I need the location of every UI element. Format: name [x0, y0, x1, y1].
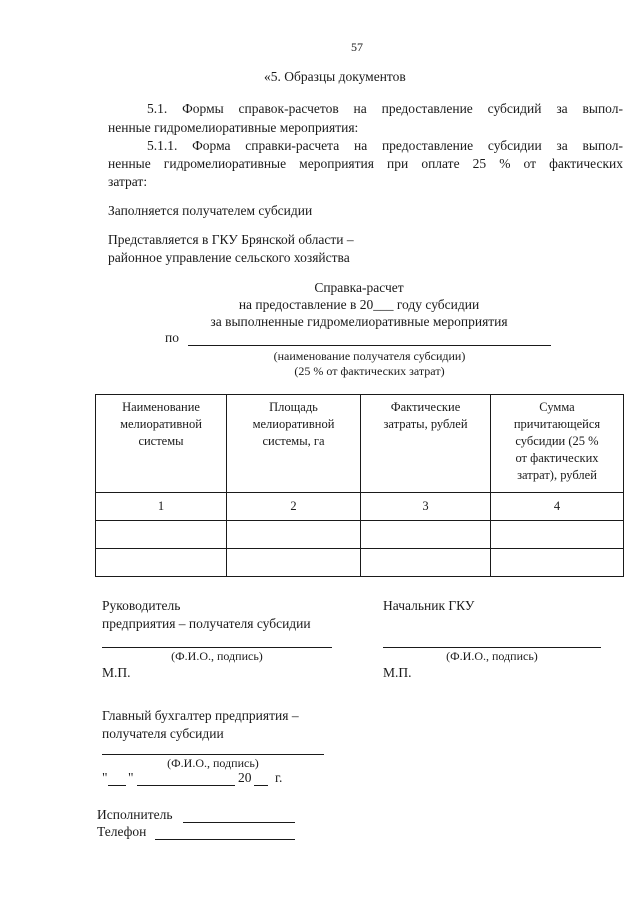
- table-header-cell: [227, 395, 361, 493]
- paragraph-line: ненные гидромелиоративные мероприятия при оплате 25 % от фактических: [108, 156, 623, 171]
- date-year-prefix: 20: [238, 770, 252, 785]
- date-year-field[interactable]: [254, 785, 268, 786]
- header-line: системы: [138, 434, 184, 448]
- head-signature-line[interactable]: [102, 647, 332, 648]
- gku-signature-line[interactable]: [383, 647, 601, 648]
- column-number-cell: 3: [361, 493, 491, 521]
- recipient-caption: (наименование получателя субсидии): [273, 349, 466, 363]
- date-month-field[interactable]: [137, 785, 235, 786]
- table-number-row: [96, 493, 624, 521]
- table-header-cell: [491, 395, 624, 493]
- header-line: Фактические: [390, 400, 461, 414]
- header-line: мелиоративной: [252, 417, 335, 431]
- form-title-line: Справка-расчет: [314, 280, 404, 295]
- submitted-to-line: районное управление сельского хозяйства: [108, 250, 350, 265]
- head-title-line: предприятия – получателя субсидии: [102, 616, 311, 631]
- form-title-line: на предоставление в 20___ году субсидии: [238, 297, 480, 312]
- header-line: Наименование: [122, 400, 200, 414]
- accountant-signature-line[interactable]: [102, 754, 324, 755]
- header-line: затрат), рублей: [517, 468, 597, 482]
- column-number-cell: 2: [227, 493, 361, 521]
- paragraph-line: 5.1.1. Форма справки-расчета на предоставление субсидии за выпол-: [147, 138, 623, 153]
- table-cell[interactable]: [361, 549, 491, 577]
- date-day-field[interactable]: [108, 785, 126, 786]
- header-line: от фактических: [515, 451, 599, 465]
- header-line: затраты, рублей: [383, 417, 468, 431]
- executor-label: Исполнитель: [97, 807, 173, 822]
- table-header-cell: [96, 395, 227, 493]
- table-cell[interactable]: [96, 521, 227, 549]
- table-cell[interactable]: [361, 521, 491, 549]
- date-open-quote: ": [102, 770, 108, 785]
- header-line: Сумма: [539, 400, 575, 414]
- page-number: 57: [351, 40, 363, 54]
- paragraph-line: ненные гидромелиоративные мероприятия:: [108, 120, 359, 135]
- header-line: системы, га: [262, 434, 325, 448]
- column-number-cell: 1: [96, 493, 227, 521]
- header-line: причитающейся: [513, 417, 601, 431]
- filled-by-note: Заполняется получателем субсидии: [108, 203, 313, 218]
- stamp-label: М.П.: [102, 665, 131, 680]
- table-cell[interactable]: [491, 521, 624, 549]
- table-header-cell: [361, 395, 491, 493]
- table-cell[interactable]: [491, 549, 624, 577]
- accountant-title-line: Главный бухгалтер предприятия –: [102, 708, 299, 723]
- section-heading: «5. Образцы документов: [264, 69, 406, 84]
- header-line: субсидии (25 %: [515, 434, 599, 448]
- column-number-cell: 4: [491, 493, 624, 521]
- gku-title: Начальник ГКУ: [383, 598, 475, 613]
- recipient-rate: (25 % от фактических затрат): [294, 364, 445, 378]
- table-cell[interactable]: [96, 549, 227, 577]
- head-title-line: Руководитель: [102, 598, 181, 613]
- fio-caption: (Ф.И.О., подпись): [167, 756, 259, 770]
- accountant-title-line: получателя субсидии: [102, 726, 224, 741]
- paragraph-line: затрат:: [108, 174, 148, 189]
- header-line: Площадь: [269, 400, 318, 414]
- fio-caption: (Ф.И.О., подпись): [446, 649, 538, 663]
- date-close-quote: ": [128, 770, 134, 785]
- table-row: [96, 521, 624, 549]
- form-title-line: за выполненные гидромелиоративные мероприятия: [210, 314, 508, 329]
- executor-field[interactable]: [183, 822, 295, 823]
- paragraph-line: 5.1. Формы справок-расчетов на предоставление субсидий за выпол-: [147, 101, 623, 116]
- table-cell[interactable]: [227, 549, 361, 577]
- table-header-row: [96, 395, 624, 493]
- table-cell[interactable]: [227, 521, 361, 549]
- header-line: мелиоративной: [120, 417, 202, 431]
- stamp-label: М.П.: [383, 665, 412, 680]
- table-row: [96, 549, 624, 577]
- date-suffix: г.: [275, 770, 283, 785]
- fio-caption: (Ф.И.О., подпись): [171, 649, 263, 663]
- calculation-table: [95, 394, 624, 577]
- phone-label: Телефон: [97, 824, 147, 839]
- recipient-prefix: по: [165, 330, 179, 345]
- phone-field[interactable]: [155, 839, 295, 840]
- submitted-to-line: Представляется в ГКУ Брянской области –: [108, 232, 354, 247]
- recipient-line[interactable]: [188, 345, 551, 346]
